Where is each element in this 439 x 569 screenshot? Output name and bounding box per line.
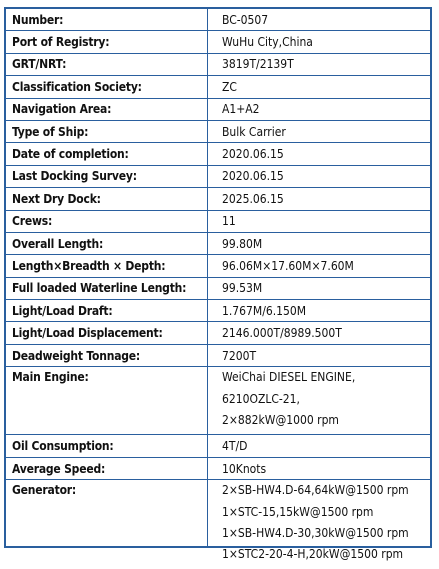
spec-value: 7200T [209,344,430,366]
spec-value: 3819T/2139T [209,53,430,75]
spec-row [6,188,430,210]
spec-label: Main Engine: [6,367,209,435]
ship-specification-table [4,7,432,562]
spec-value-line: 6210OZLC-21, [222,391,300,406]
spec-row [6,344,430,366]
spec-label: Date of completion: [6,143,209,165]
spec-row [6,9,430,31]
spec-value-line: 1×SB-HW4.D-30,30kW@1500 rpm [222,526,409,541]
spec-row [6,143,430,165]
spec-row [6,300,430,322]
spec-label: Classification Society: [6,76,209,98]
spec-row [6,53,430,75]
spec-value-line: 1×STC-15,15kW@1500 rpm [222,504,374,519]
spec-row [6,480,430,569]
spec-label: Number: [12,12,64,27]
spec-value: 2025.06.15 [209,188,430,210]
spec-value-line: 2×SB-HW4.D-64,64kW@1500 rpm [222,483,409,498]
spec-label: GRT/NRT: [6,53,209,75]
spec-label: Length×Breadth × Depth: [6,255,209,277]
spec-row [6,165,430,187]
spec-row [6,322,430,344]
spec-label: Crews: [6,210,209,232]
spec-row [6,210,430,232]
spec-row [6,120,430,142]
spec-table-body [6,9,430,569]
spec-label: Next Dry Dock: [6,188,209,210]
spec-value: 96.06M×17.60M×7.60M [209,255,430,277]
spec-value [209,480,430,569]
spec-label: Oil Consumption: [6,435,209,457]
spec-label: Generator: [6,480,209,569]
spec-value-line: 1×STC2-20-4-H,20kW@1500 rpm [222,547,404,562]
spec-value-line: WeiChai DIESEL ENGINE, [222,370,356,385]
spec-label: Port of Registry: [6,31,209,53]
spec-value: 99.80M [209,232,430,254]
spec-row [6,255,430,277]
spec-row [6,31,430,53]
spec-label: Average Speed: [6,457,209,479]
spec-label: Light/Load Displacement: [6,322,209,344]
spec-value: 10Knots [209,457,430,479]
spec-value: WuHu City,China [209,31,430,53]
spec-label: Navigation Area: [6,98,209,120]
spec-value: 2020.06.15 [209,143,430,165]
spec-row [6,232,430,254]
spec-value-line: 2×882kW@1000 rpm [222,413,339,428]
spec-label: Light/Load Draft: [6,300,209,322]
spec-row [6,367,430,435]
spec-value: 2146.000T/8989.500T [209,322,430,344]
spec-label: Deadweight Tonnage: [6,344,209,366]
spec-value: 99.53M [209,277,430,299]
spec-row [6,277,430,299]
spec-value: ZC [209,76,430,98]
spec-row [6,76,430,98]
spec-table [6,9,430,569]
spec-row [6,457,430,479]
spec-label: Overall Length: [6,232,209,254]
spec-value: 4T/D [209,435,430,457]
spec-value: 2020.06.15 [209,165,430,187]
spec-value: BC-0507 [222,12,269,27]
spec-label: Type of Ship: [6,120,209,142]
spec-value: Bulk Carrier [209,120,430,142]
spec-row [6,435,430,457]
spec-value [209,367,430,435]
spec-label: Last Docking Survey: [6,165,209,187]
spec-row [6,98,430,120]
spec-value: 11 [209,210,430,232]
spec-label: Full loaded Waterline Length: [6,277,209,299]
spec-value: 1.767M/6.150M [209,300,430,322]
spec-value: A1+A2 [209,98,430,120]
